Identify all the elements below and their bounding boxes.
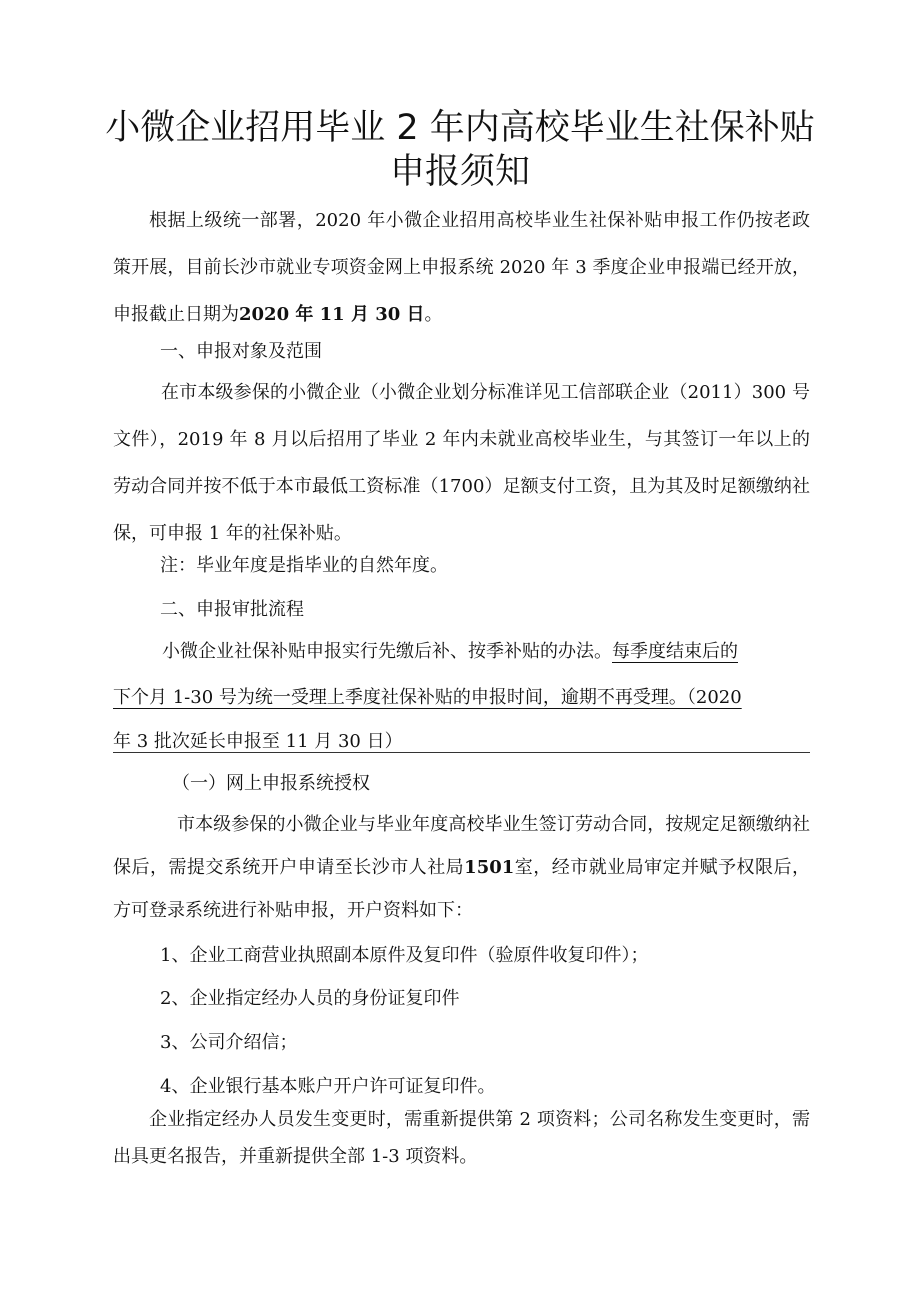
process-underlined-1: 每季度结束后的 (612, 641, 738, 662)
subsection-1-body (113, 803, 810, 932)
intro-end: 。 (424, 304, 443, 325)
section-1-body: 在市本级参保的小微企业（小微企业划分标准详见工信部联企业（2011）300 号文件），2019 年 8 月以后招用了毕业 2 年内未就业高校毕业生，与其签订一年以上的劳动合同并按不低于本市最低工资标准（1700）足额支付工资，且为其及时足额缴纳社保，可申报 1 年的社保补贴。 (113, 382, 810, 544)
intro-paragraph (113, 197, 810, 338)
horizontal-rule (113, 752, 810, 753)
room-number: 1501 (464, 857, 515, 878)
process-underlined-3: 年 3 批次延长申报至 11 月 30 日） (113, 731, 403, 752)
list-item-2: 2、企业指定经办人员的身份证复印件 (160, 988, 460, 1009)
subsection-1-heading: （一）网上申报系统授权 (172, 773, 370, 794)
document-title-line-1: 小微企业招用毕业 2 年内高校毕业生社保补贴 (105, 108, 815, 148)
account-text: 市本级参保的小微企业与毕业年度高校毕业生签订劳动合同，按规定足额缴纳社保后，需提交系统开户申请至长沙市人社局 (113, 814, 810, 878)
list-item-3: 3、公司介绍信； (160, 1032, 298, 1053)
process-line-1 (162, 640, 738, 664)
note-text: 注：毕业年度是指毕业的自然年度。 (160, 555, 448, 576)
list-item-4: 4、企业银行基本账户开户许可证复印件。 (160, 1076, 496, 1097)
list-item-1: 1、企业工商营业执照副本原件及复印件（验原件收复印件）； (160, 945, 649, 966)
document-title-line-2: 申报须知 (389, 152, 530, 192)
closing-paragraph: 企业指定经办人员发生变更时，需重新提供第 2 项资料；公司名称发生变更时，需出具更名报告，并重新提供全部 1-3 项资料。 (113, 1109, 810, 1167)
process-underlined-2: 下个月 1-30 号为统一受理上季度社保补贴的申报时间，逾期不再受理。（2020 (113, 687, 742, 708)
deadline-date: 2020 年 11 月 30 日 (239, 304, 425, 325)
process-text: 小微企业社保补贴申报实行先缴后补、按季补贴的办法。 (162, 641, 612, 662)
section-2-heading: 二、申报审批流程 (160, 599, 304, 620)
account-text-end: 室，经市就业局审定并赋予权限后，方可登录系统进行补贴申报，开户资料如下： (113, 857, 811, 921)
section-1-heading: 一、申报对象及范围 (160, 341, 322, 362)
intro-text: 根据上级统一部署，2020 年小微企业招用高校毕业生社保补贴申报工作仍按老政策开展，目前长沙市就业专项资金网上申报系统 2020 年 3 季度企业申报端已经开放，申报截止日期为 (113, 210, 810, 325)
